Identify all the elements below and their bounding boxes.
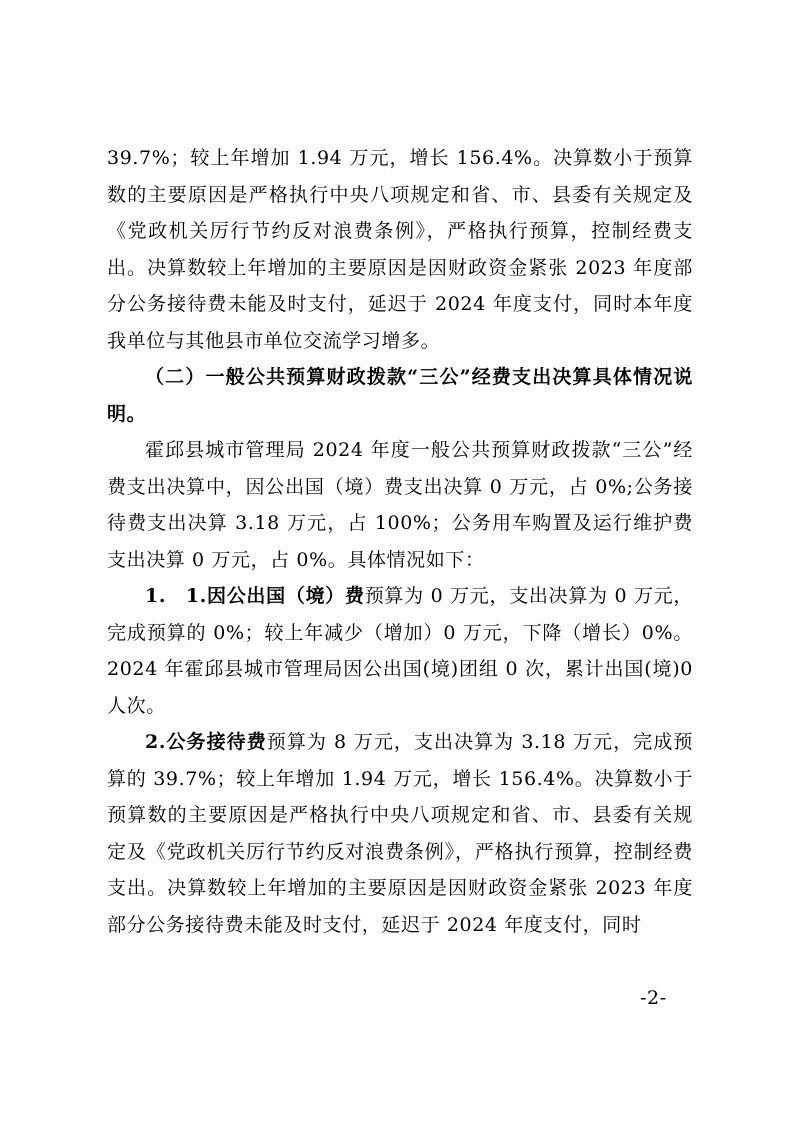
document-body	[107, 140, 693, 943]
page-number: -2-	[640, 987, 667, 1009]
paragraph-summary: 霍邱县城市管理局 2024 年度一般公共预算财政拨款“三公”经费支出决算中，因公出国（境）费支出决算 0 万元，占 0%;公务接待费支出决算 3.18 万元，占 100%；公务用车购置及运行维护费支出决算 0 万元，占 0%。具体情况如下：	[107, 439, 693, 571]
paragraph-item-1	[107, 578, 693, 724]
section-heading: （二）一般公共预算财政拨款“三公”经费支出决算具体情况说明。	[107, 366, 693, 425]
item-1-text: 预算为 0 万元，支出决算为 0 万元，完成预算的 0%；较上年减少（增加）0 万元，下降（增长）0%。2024 年霍邱县城市管理局因公出国(境)团组 0 次，累计出国(境)0 人次。	[107, 585, 693, 717]
item-2-label: 2.公务接待费	[145, 731, 267, 753]
paragraph-item-2	[107, 724, 693, 943]
paragraph-continuation: 39.7%；较上年增加 1.94 万元，增长 156.4%。决算数小于预算数的主要原因是严格执行中央八项规定和省、市、县委有关规定及《党政机关厉行节约反对浪费条例》，严格执行预算，控制经费支出。决算数较上年增加的主要原因是因财政资金紧张 2023 年度部分公务接待费未能及时支付，延迟于 2024 年度支付，同时本年度我单位与其他县市单位交流学习增多。	[107, 147, 693, 352]
item-2-text: 预算为 8 万元，支出决算为 3.18 万元，完成预算的 39.7%；较上年增加 1.94 万元，增长 156.4%。决算数小于预算数的主要原因是严格执行中央八项规定和省、市、县委有关规定及《党政机关厉行节约反对浪费条例》，严格执行预算，控制经费支出。决算数较上年增加的主要原因是因财政资金紧张 2023 年度部分公务接待费未能及时支付，延迟于 2024 年度支付，同时	[107, 731, 693, 936]
item-1-label: 1. 1.因公出国（境）费	[145, 585, 365, 607]
